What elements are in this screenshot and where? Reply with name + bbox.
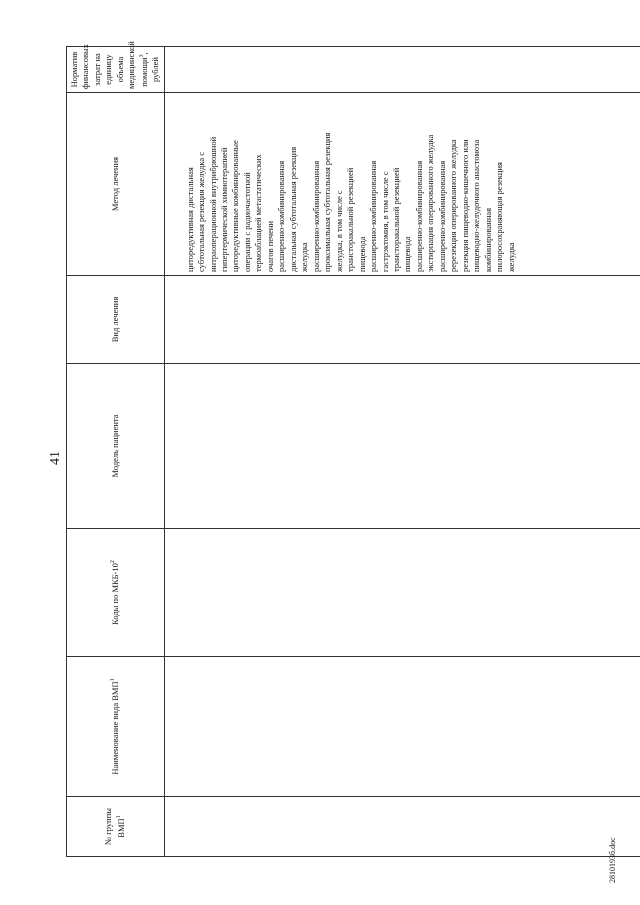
- method-line: пищевода: [402, 236, 413, 272]
- cell-treatment-type: [164, 276, 640, 364]
- header-treatment-type: Вид лечения: [67, 276, 165, 364]
- method-line: гипертермической химиотерапией: [218, 147, 229, 272]
- cell-model: [164, 364, 640, 529]
- method-line: трансторакальной резекцией: [345, 167, 356, 272]
- method-line: желудка: [299, 242, 310, 272]
- method-line: операции с радиочастотной: [241, 172, 252, 272]
- cell-icd: [164, 529, 640, 657]
- method-line: термоаблацией метастатических: [253, 154, 264, 272]
- header-norm: Норматив финансовых затрат на единицу объема медицинской помощи$^3$, рублей: [67, 47, 165, 93]
- header-group-no: № группы ВМП$^1$: [67, 797, 165, 857]
- document-id: 2810193б.doc: [608, 837, 617, 883]
- method-line: расширенно-комбинированная: [310, 160, 321, 272]
- method-line: трансторакальной резекцией: [391, 167, 402, 272]
- method-line: расширенно-комбинированная: [276, 160, 287, 272]
- method-line: желудка: [505, 242, 516, 272]
- header-icd: Коды по МКБ-$10^2$: [67, 529, 165, 657]
- method-line: пилоросохраняющая резекция: [494, 162, 505, 272]
- cell-method: [164, 93, 640, 276]
- method-line: проксимальная субтотальная резекция: [322, 132, 333, 272]
- method-line: дистальная субтотальная резекция: [287, 146, 298, 272]
- method-line: гастрэктомия, в том числе с: [379, 171, 390, 272]
- table-header-row: [67, 47, 165, 857]
- cell-name: [164, 657, 640, 797]
- method-line: интраоперационной внутрибрюшной: [207, 136, 218, 272]
- page-number: 41: [48, 451, 63, 465]
- method-line: желудка, в том числе с: [333, 190, 344, 272]
- header-method: Метод лечения: [67, 93, 165, 276]
- method-line: ререзекция оперированного желудка: [448, 139, 459, 272]
- method-line: расширенно-комбинированная: [436, 160, 447, 272]
- cell-norm: [164, 47, 640, 93]
- method-line: субтотальная резекция желудка с: [196, 151, 207, 272]
- method-line: циторедуктивные комбинированные: [230, 140, 241, 272]
- method-line: пищеводно-желудочного анастомоза: [471, 139, 482, 272]
- method-line: экстирпация оперированного желудка: [425, 134, 436, 272]
- method-line: расширенно-комбинированная: [368, 160, 379, 272]
- method-line: пищевода: [356, 236, 367, 272]
- header-name: Наименование вида ВМП$^1$: [67, 657, 165, 797]
- table-row: [164, 47, 640, 857]
- treatment-table: [66, 41, 640, 857]
- header-model: Модель пациента: [67, 364, 165, 529]
- method-line: комбинированная: [482, 207, 493, 272]
- method-line: расширенно-комбинированная: [413, 160, 424, 272]
- method-line: очагов печени: [264, 221, 275, 272]
- method-line: резекция пищеводно-кишечного или: [459, 139, 470, 272]
- method-line: циторедуктивная дистальная: [184, 167, 195, 272]
- cell-group-no: [164, 797, 640, 857]
